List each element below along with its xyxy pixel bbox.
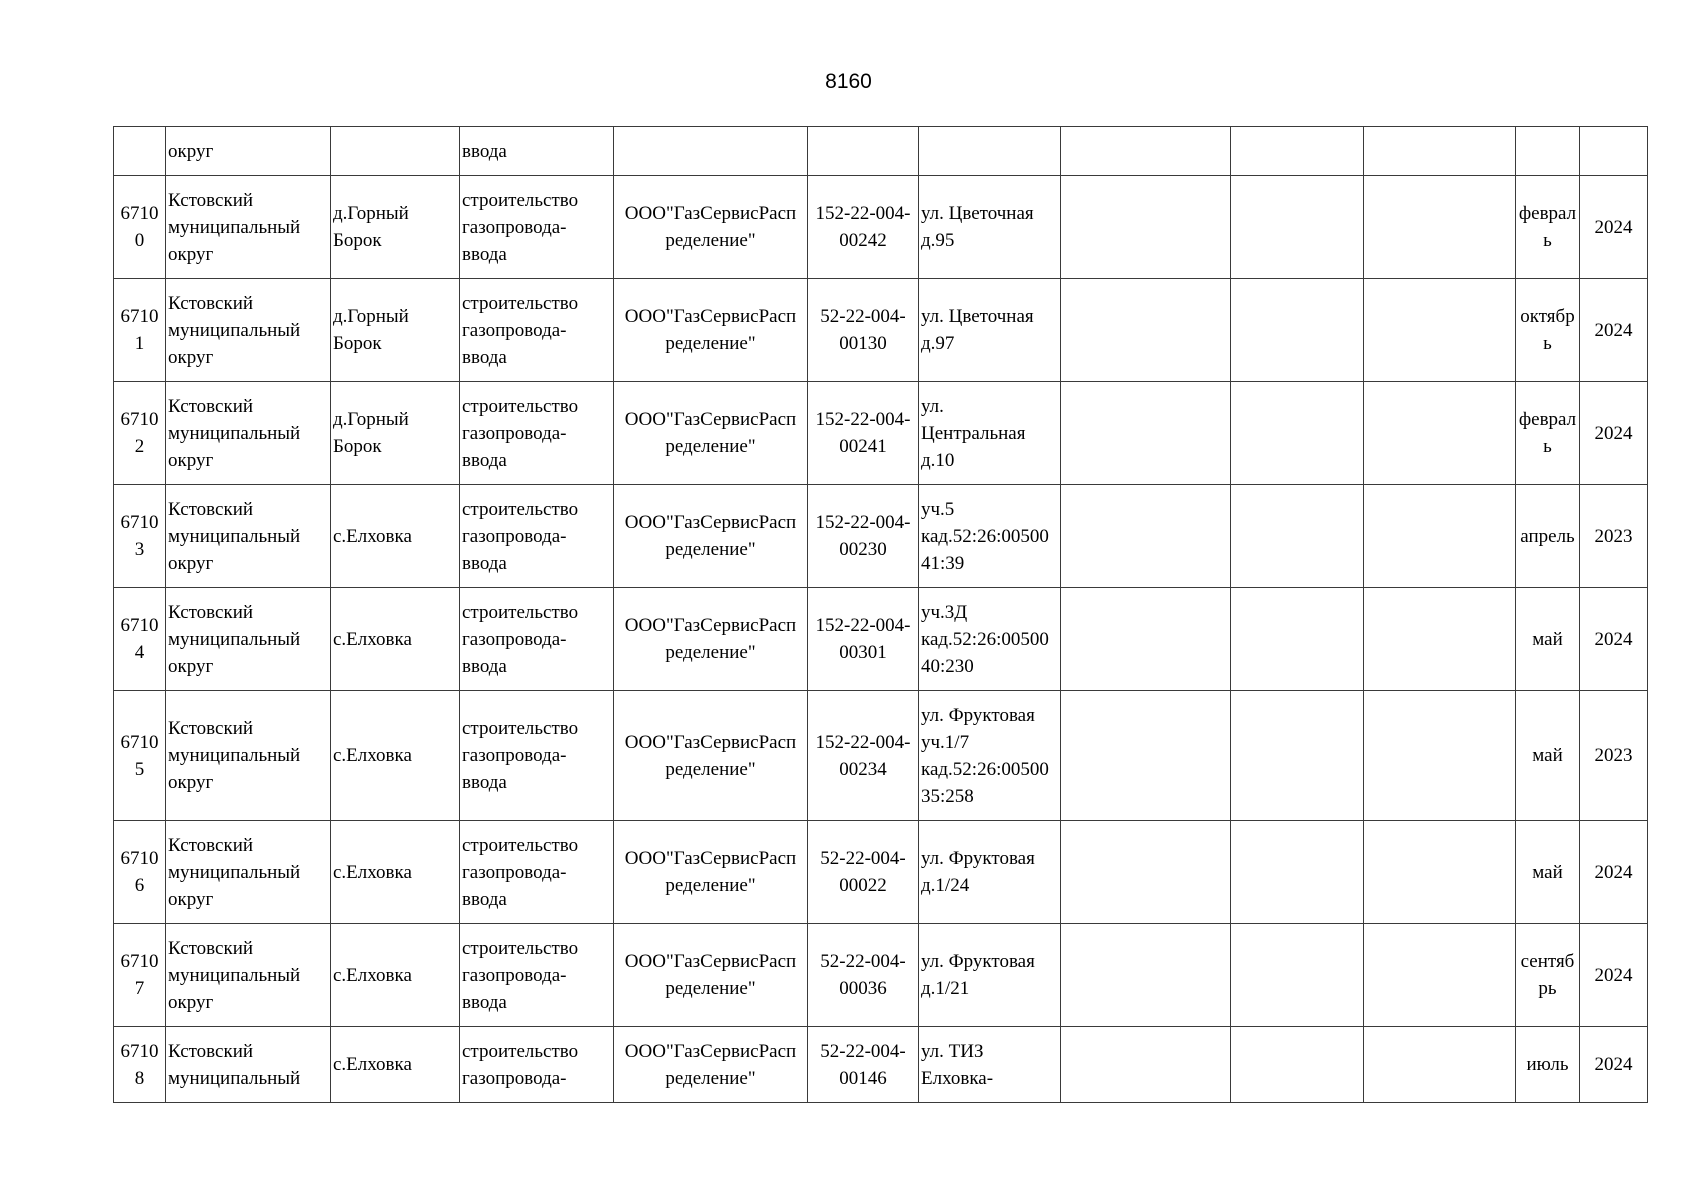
cell-organization-text: ООО"ГазСервисРасп ределение" [624, 203, 797, 251]
cell-organization [614, 924, 808, 1027]
cell-empty [1364, 1027, 1516, 1103]
cell-code [808, 279, 919, 382]
cell-month-text: май [1532, 628, 1563, 650]
cell-address-text: ул. Фруктовая д.1/24 [921, 848, 1035, 896]
cell-code [808, 924, 919, 1027]
cell-work-type [460, 485, 614, 588]
cell-work-type-text: ввода [462, 140, 507, 162]
cell-locality [331, 279, 460, 382]
cell-month-text: октябр ь [1520, 306, 1575, 354]
cell-work-type-text: строительство газопровода- ввода [462, 834, 579, 910]
cell-year-text: 2024 [1594, 422, 1633, 444]
cell-year [1580, 176, 1648, 279]
cell-year [1580, 127, 1648, 176]
cell-empty [1061, 588, 1231, 691]
cell-work-type [460, 279, 614, 382]
cell-empty [1231, 127, 1364, 176]
cell-year-text: 2024 [1594, 628, 1633, 650]
cell-row-number-text: 6710 7 [120, 951, 159, 999]
cell-year [1580, 691, 1648, 821]
cell-empty [1231, 279, 1364, 382]
cell-work-type-text: строительство газопровода- ввода [462, 395, 579, 471]
cell-code-text: 52-22-004- 00130 [820, 306, 906, 354]
cell-district-text: Кстовский муниципальный округ [168, 498, 301, 574]
cell-row-number-text: 6710 5 [120, 731, 159, 780]
cell-empty [1364, 279, 1516, 382]
cell-district [166, 691, 331, 821]
cell-address [919, 821, 1061, 924]
cell-row-number [114, 821, 166, 924]
cell-locality [331, 127, 460, 176]
cell-locality-text: д.Горный Борок [333, 409, 409, 457]
cell-month [1516, 127, 1580, 176]
cell-month-text: феврал ь [1518, 409, 1577, 457]
cell-district-text: Кстовский муниципальный округ [168, 834, 301, 910]
cell-row-number-text: 6710 6 [120, 848, 159, 896]
cell-address-text: ул. Центральная д.10 [921, 395, 1026, 471]
cell-address-text: ул. Фруктовая д.1/21 [921, 951, 1035, 999]
table-row [114, 127, 1648, 176]
table-row [114, 279, 1648, 382]
table-row [114, 1027, 1648, 1103]
cell-code [808, 1027, 919, 1103]
cell-organization-text: ООО"ГазСервисРасп ределение" [624, 731, 797, 780]
table-row [114, 821, 1648, 924]
table-row [114, 924, 1648, 1027]
cell-empty [1364, 382, 1516, 485]
cell-month [1516, 485, 1580, 588]
cell-month [1516, 382, 1580, 485]
cell-organization-text: ООО"ГазСервисРасп ределение" [624, 848, 797, 896]
cell-month [1516, 821, 1580, 924]
cell-organization [614, 821, 808, 924]
cell-code [808, 485, 919, 588]
cell-address [919, 127, 1061, 176]
cell-organization [614, 1027, 808, 1103]
cell-address [919, 691, 1061, 821]
cell-empty [1061, 176, 1231, 279]
cell-district [166, 924, 331, 1027]
cell-month [1516, 924, 1580, 1027]
cell-code [808, 382, 919, 485]
cell-row-number [114, 588, 166, 691]
cell-code [808, 821, 919, 924]
cell-address [919, 485, 1061, 588]
cell-month [1516, 176, 1580, 279]
cell-work-type [460, 691, 614, 821]
cell-work-type [460, 176, 614, 279]
cell-code-text: 152-22-004- 00241 [815, 409, 911, 457]
cell-work-type-text: строительство газопровода- ввода [462, 718, 579, 793]
cell-district-text: Кстовский муниципальный округ [168, 937, 301, 1013]
cell-work-type-text: строительство газопровода- ввода [462, 498, 579, 574]
cell-empty [1231, 691, 1364, 821]
cell-year-text: 2023 [1594, 745, 1633, 766]
cell-row-number [114, 485, 166, 588]
cell-year [1580, 821, 1648, 924]
cell-empty [1061, 279, 1231, 382]
cell-year [1580, 382, 1648, 485]
cell-work-type [460, 382, 614, 485]
cell-work-type-text: строительство газопровода- [462, 1040, 579, 1089]
cell-work-type-text: строительство газопровода- ввода [462, 189, 579, 265]
cell-district [166, 588, 331, 691]
table-row [114, 176, 1648, 279]
cell-address-text: ул. Цветочная д.97 [921, 306, 1034, 354]
cell-address [919, 176, 1061, 279]
cell-work-type-text: строительство газопровода- ввода [462, 292, 579, 368]
cell-code-text: 152-22-004- 00242 [815, 203, 911, 251]
cell-empty [1061, 127, 1231, 176]
cell-year [1580, 588, 1648, 691]
cell-locality-text: с.Елховка [333, 861, 412, 883]
cell-year-text: 2024 [1594, 964, 1633, 986]
cell-work-type-text: строительство газопровода- ввода [462, 601, 579, 677]
cell-address [919, 924, 1061, 1027]
cell-locality [331, 176, 460, 279]
cell-row-number [114, 176, 166, 279]
table-body [114, 127, 1648, 1103]
cell-organization-text: ООО"ГазСервисРасп ределение" [624, 306, 797, 354]
cell-organization [614, 382, 808, 485]
cell-locality-text: с.Елховка [333, 628, 412, 650]
cell-empty [1061, 821, 1231, 924]
cell-locality-text: с.Елховка [333, 745, 412, 766]
cell-empty [1231, 1027, 1364, 1103]
table-row [114, 382, 1648, 485]
cell-empty [1061, 924, 1231, 1027]
cell-address [919, 382, 1061, 485]
cell-row-number [114, 924, 166, 1027]
cell-district-text: Кстовский муниципальный округ [168, 395, 301, 471]
cell-year-text: 2024 [1594, 861, 1633, 883]
cell-empty [1061, 1027, 1231, 1103]
cell-locality-text: с.Елховка [333, 1054, 412, 1075]
cell-code-text: 52-22-004- 00022 [820, 848, 906, 896]
table-row [114, 485, 1648, 588]
cell-empty [1231, 821, 1364, 924]
cell-year [1580, 279, 1648, 382]
cell-district [166, 1027, 331, 1103]
table-row [114, 588, 1648, 691]
registry-table [113, 126, 1648, 1103]
cell-row-number [114, 127, 166, 176]
cell-month-text: апрель [1520, 525, 1575, 547]
cell-locality-text: с.Елховка [333, 964, 412, 986]
cell-month-text: июль [1526, 1054, 1569, 1075]
cell-district [166, 821, 331, 924]
cell-organization [614, 691, 808, 821]
cell-row-number [114, 382, 166, 485]
cell-month-text: май [1532, 745, 1563, 766]
cell-locality-text: с.Елховка [333, 525, 412, 547]
cell-district-text: Кстовский муниципальный округ [168, 189, 301, 265]
cell-code [808, 127, 919, 176]
cell-year [1580, 924, 1648, 1027]
cell-organization [614, 279, 808, 382]
cell-work-type [460, 127, 614, 176]
cell-locality [331, 588, 460, 691]
cell-empty [1061, 485, 1231, 588]
cell-district-text: Кстовский муниципальный округ [168, 601, 301, 677]
cell-row-number-text: 6710 4 [120, 615, 159, 663]
cell-row-number [114, 691, 166, 821]
cell-year-text: 2024 [1594, 216, 1633, 238]
cell-organization-text: ООО"ГазСервисРасп ределение" [624, 409, 797, 457]
cell-address-text: ул. Фруктовая уч.1/7 кад.52:26:00500 35:258 [921, 704, 1049, 807]
cell-work-type [460, 1027, 614, 1103]
cell-empty [1231, 176, 1364, 279]
cell-empty [1364, 127, 1516, 176]
cell-district [166, 382, 331, 485]
page-number: 8160 [825, 70, 872, 93]
cell-work-type [460, 924, 614, 1027]
cell-organization [614, 176, 808, 279]
cell-organization-text: ООО"ГазСервисРасп ределение" [624, 951, 797, 999]
cell-empty [1364, 691, 1516, 821]
cell-organization-text: ООО"ГазСервисРасп ределение" [624, 1040, 797, 1089]
cell-organization-text: ООО"ГазСервисРасп ределение" [624, 615, 797, 663]
cell-month-text: феврал ь [1518, 203, 1577, 251]
cell-organization [614, 588, 808, 691]
cell-empty [1061, 382, 1231, 485]
cell-row-number-text: 6710 2 [120, 409, 159, 457]
cell-locality-text: д.Горный Борок [333, 203, 409, 251]
cell-district [166, 485, 331, 588]
cell-month-text: май [1532, 861, 1563, 883]
cell-address [919, 1027, 1061, 1103]
cell-locality [331, 382, 460, 485]
cell-organization [614, 127, 808, 176]
cell-address-text: ул. Цветочная д.95 [921, 203, 1034, 251]
cell-organization-text: ООО"ГазСервисРасп ределение" [624, 512, 797, 560]
cell-row-number-text: 6710 8 [120, 1040, 159, 1089]
cell-code-text: 152-22-004- 00234 [815, 731, 911, 780]
cell-row-number [114, 1027, 166, 1103]
cell-month [1516, 1027, 1580, 1103]
cell-address-text: уч.3Д кад.52:26:00500 40:230 [921, 601, 1049, 677]
cell-locality [331, 924, 460, 1027]
cell-district-text: Кстовский муниципальный округ [168, 292, 301, 368]
cell-work-type [460, 588, 614, 691]
cell-code [808, 176, 919, 279]
cell-district-text: Кстовский муниципальный округ [168, 718, 301, 793]
cell-empty [1364, 821, 1516, 924]
cell-year-text: 2024 [1594, 1054, 1633, 1075]
cell-empty [1364, 176, 1516, 279]
cell-row-number-text: 6710 0 [120, 203, 159, 251]
cell-address [919, 279, 1061, 382]
cell-code-text: 52-22-004- 00146 [820, 1040, 906, 1089]
cell-code [808, 588, 919, 691]
cell-locality [331, 691, 460, 821]
cell-district-text: округ [168, 140, 214, 162]
cell-locality [331, 1027, 460, 1103]
cell-year-text: 2023 [1594, 525, 1633, 547]
cell-empty [1231, 588, 1364, 691]
cell-address-text: ул. ТИЗ Елховка- [921, 1040, 994, 1089]
cell-year [1580, 1027, 1648, 1103]
cell-empty [1364, 588, 1516, 691]
cell-empty [1231, 485, 1364, 588]
cell-month-text: сентяб рь [1520, 951, 1575, 999]
cell-work-type [460, 821, 614, 924]
cell-code-text: 152-22-004- 00301 [815, 615, 911, 663]
cell-work-type-text: строительство газопровода- ввода [462, 937, 579, 1013]
cell-empty [1231, 382, 1364, 485]
cell-month [1516, 279, 1580, 382]
cell-code-text: 52-22-004- 00036 [820, 951, 906, 999]
cell-district [166, 127, 331, 176]
cell-row-number-text: 6710 1 [120, 306, 159, 354]
cell-year [1580, 485, 1648, 588]
cell-row-number [114, 279, 166, 382]
cell-address-text: уч.5 кад.52:26:00500 41:39 [921, 498, 1049, 574]
cell-district [166, 279, 331, 382]
cell-row-number-text: 6710 3 [120, 512, 159, 560]
cell-address [919, 588, 1061, 691]
cell-locality [331, 821, 460, 924]
cell-locality [331, 485, 460, 588]
cell-organization [614, 485, 808, 588]
cell-empty [1231, 924, 1364, 1027]
cell-district-text: Кстовский муниципальный [168, 1040, 301, 1089]
cell-month [1516, 691, 1580, 821]
cell-district [166, 176, 331, 279]
cell-code-text: 152-22-004- 00230 [815, 512, 911, 560]
table-row [114, 691, 1648, 821]
cell-month [1516, 588, 1580, 691]
cell-empty [1364, 924, 1516, 1027]
cell-empty [1061, 691, 1231, 821]
cell-year-text: 2024 [1594, 319, 1633, 341]
cell-code [808, 691, 919, 821]
cell-locality-text: д.Горный Борок [333, 306, 409, 354]
cell-empty [1364, 485, 1516, 588]
